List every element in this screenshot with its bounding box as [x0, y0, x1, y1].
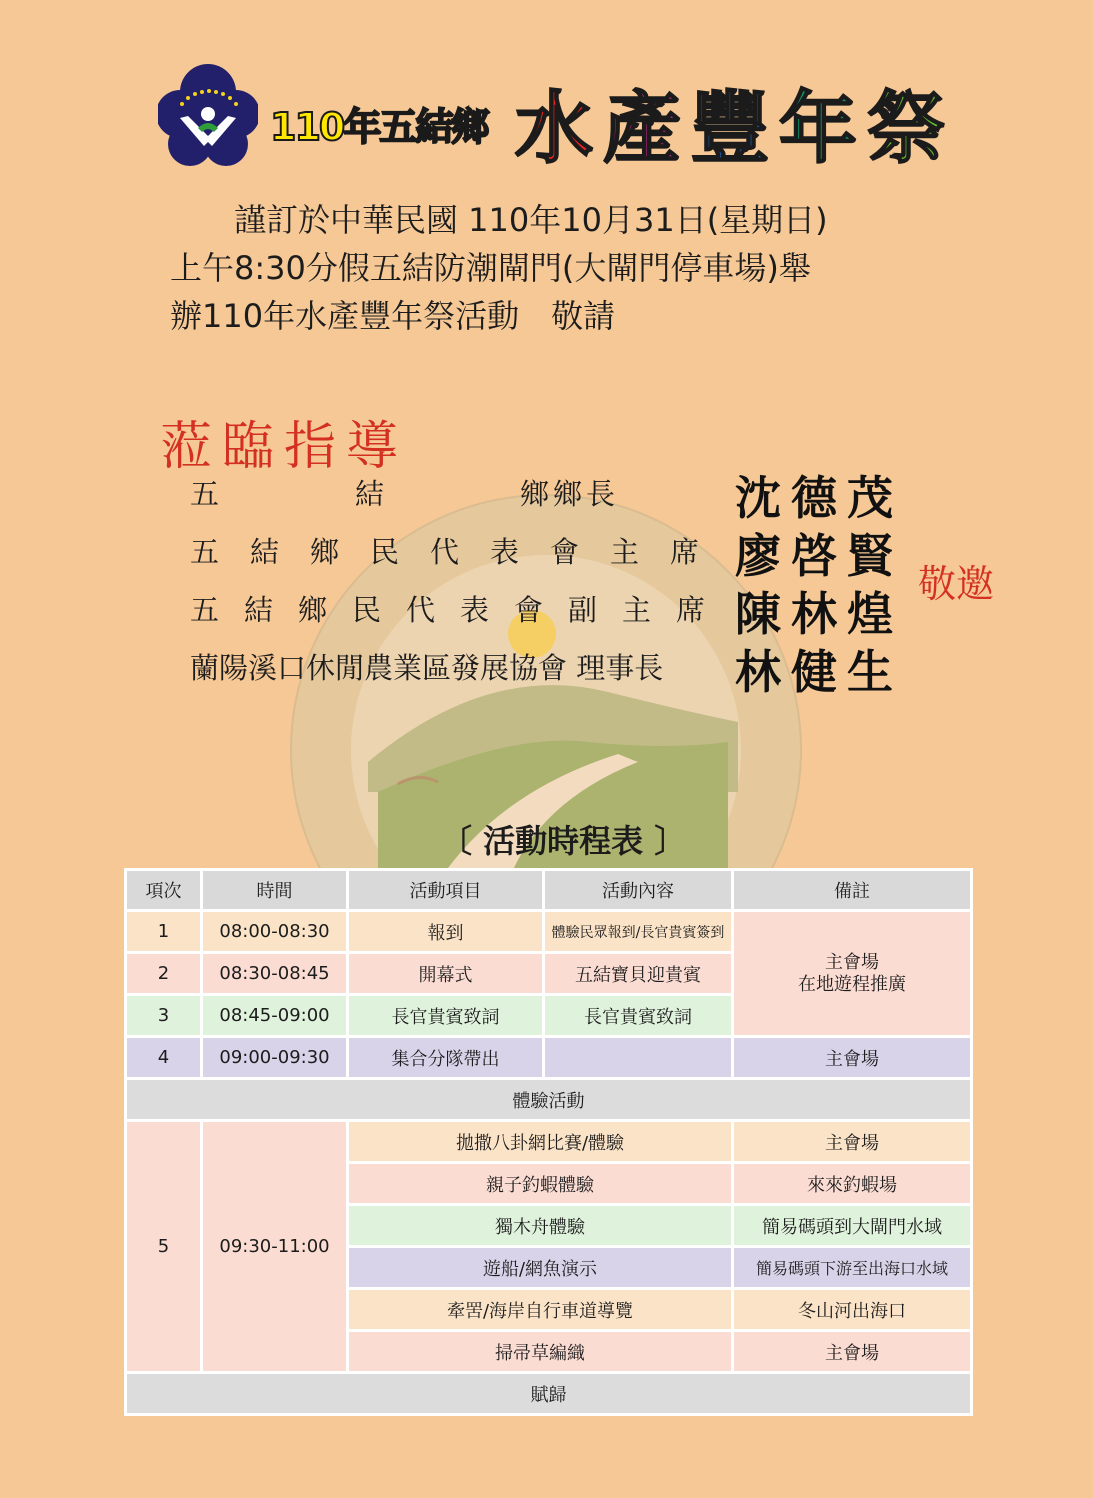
experience-note: 主會場 [733, 1121, 972, 1163]
header-cell: 備註 [733, 870, 972, 911]
title-char-3: 豐 [691, 83, 776, 174]
schedule-table [124, 868, 973, 1416]
row-content: 五結寶貝迎貴賓 [544, 953, 733, 995]
table-row [126, 911, 972, 953]
section-row [126, 1373, 972, 1415]
table-header-row [126, 870, 972, 911]
section-experience: 體驗活動 [126, 1079, 972, 1121]
row-content: 體驗民眾報到/長官貴賓簽到 [544, 911, 733, 953]
row-no: 1 [126, 911, 202, 953]
guest-name: 廖啓賢 [735, 529, 903, 583]
intro-text [170, 196, 960, 340]
experience-activity: 掃帚草編織 [348, 1331, 733, 1373]
experience-activity: 牽罟/海岸自行車道導覽 [348, 1289, 733, 1331]
header-cell: 活動項目 [348, 870, 544, 911]
row-time: 08:00-08:30 [202, 911, 348, 953]
title-char-1: 水 [515, 83, 600, 174]
section-end: 賦歸 [126, 1373, 972, 1415]
merged-note [733, 911, 972, 1037]
guest-title: 五結鄉民代表會副主席 [190, 593, 731, 627]
intro-line: 辦110年水產豐年祭活動 敬請 [170, 297, 616, 335]
header-subtitle: 110年五結鄉 [270, 105, 488, 149]
header-cell: 活動內容 [544, 870, 733, 911]
row-no: 4 [126, 1037, 202, 1079]
row-note: 主會場 [733, 1037, 972, 1079]
section-row [126, 1079, 972, 1121]
row-time: 08:30-08:45 [202, 953, 348, 995]
intro-line: 上午8:30分假五結防潮閘門(大閘門停車場)舉 [170, 249, 811, 287]
guide-heading: 蒞臨指導 [160, 417, 409, 477]
row-item: 開幕式 [348, 953, 544, 995]
experience-note: 冬山河出海口 [733, 1289, 972, 1331]
row-content: 長官貴賓致詞 [544, 995, 733, 1037]
experience-note: 主會場 [733, 1331, 972, 1373]
row-time: 09:00-09:30 [202, 1037, 348, 1079]
merged-note-text: 主會場 在地遊程推廣 [798, 951, 906, 995]
invite-label: 敬邀 [918, 562, 995, 606]
row-item: 報到 [348, 911, 544, 953]
intro-line: 謹訂於中華民國 110年10月31日(星期日) [170, 201, 828, 239]
experience-note: 簡易碼頭到大閘門水域 [733, 1205, 972, 1247]
table-row [126, 1121, 972, 1163]
guest-title: 五結鄉民代表會主席 [190, 535, 731, 569]
row-content [544, 1037, 733, 1079]
row-time: 09:30-11:00 [202, 1121, 348, 1373]
experience-activity: 親子釣蝦體驗 [348, 1163, 733, 1205]
row-item: 集合分隊帶出 [348, 1037, 544, 1079]
experience-activity: 獨木舟體驗 [348, 1205, 733, 1247]
experience-activity: 拋撒八卦網比賽/體驗 [348, 1121, 733, 1163]
row-no: 2 [126, 953, 202, 995]
guest-name: 沈德茂 [735, 471, 903, 525]
schedule-heading: 〔 活動時程表 〕 [440, 822, 687, 860]
experience-note: 簡易碼頭下游至出海口水域 [733, 1247, 972, 1289]
title-char-2: 產 [603, 83, 688, 174]
title-char-5: 祭 [867, 83, 952, 174]
table-row [126, 1037, 972, 1079]
row-time: 08:45-09:00 [202, 995, 348, 1037]
header-cell: 時間 [202, 870, 348, 911]
experience-activity: 遊船/網魚演示 [348, 1247, 733, 1289]
experience-note: 來來釣蝦場 [733, 1163, 972, 1205]
header-title [515, 66, 955, 178]
guest-title: 蘭陽溪口休閒農業區發展協會 理事長 [190, 651, 664, 685]
row-no: 3 [126, 995, 202, 1037]
row-item: 長官貴賓致詞 [348, 995, 544, 1037]
guest-name: 林健生 [735, 645, 903, 699]
guest-title: 五 結 鄉鄉長 [190, 477, 620, 511]
guest-name: 陳林煌 [735, 587, 903, 641]
header-cell: 項次 [126, 870, 202, 911]
row-no: 5 [126, 1121, 202, 1373]
title-char-4: 年 [779, 83, 864, 174]
township-emblem-icon [158, 62, 258, 168]
